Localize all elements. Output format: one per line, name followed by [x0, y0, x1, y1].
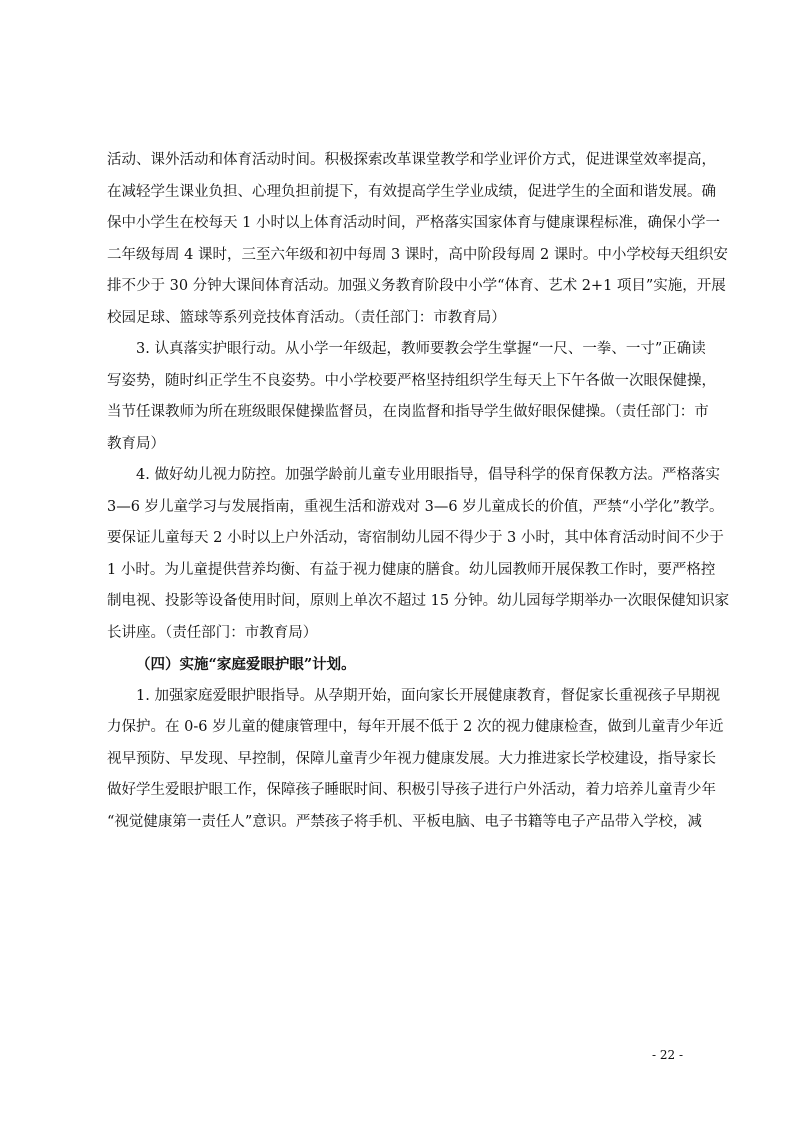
text-line: 要保证儿童每天 2 小时以上户外活动，寄宿制幼儿园不得少于 3 小时，其中体育活动时间不少于: [107, 530, 724, 546]
text-line: 活动、课外活动和体育活动时间。积极探索改革课堂教学和学业评价方式，促进课堂效率提高，: [107, 152, 716, 168]
text-line: 1 小时。为儿童提供营养均衡、有益于视力健康的膳食。幼儿园教师开展保教工作时，要严格控: [107, 561, 716, 578]
text-line: 当节任课教师为所在班级眼保健操监督员，在岗监督和指导学生做好眼保健操。（责任部门：市: [107, 404, 709, 420]
paragraph-4-first-line: 4. 做好幼儿视力防控。加强学龄前儿童专业用眼指导，倡导科学的保育保教方法。严格落实: [136, 467, 720, 483]
paragraph-3-first-line: 3. 认真落实护眼行动。从小学一年级起，教师要教会学生掌握“一尺、一拳、一寸”正确读: [136, 341, 706, 357]
text-line: 教育局）: [107, 435, 165, 452]
text-line: 二年级每周 4 课时，三至六年级和初中每周 3 课时，高中阶段每周 2 课时。中小学校每天组织安: [107, 246, 728, 263]
text-line: 制电视、投影等设备使用时间，原则上单次不超过 15 分钟。幼儿园每学期举办一次眼保健知识家: [107, 593, 730, 609]
text-line: 校园足球、篮球等系列竞技体育活动。（责任部门：市教育局）: [107, 309, 506, 326]
paragraph-1-first-line: 1. 加强家庭爱眼护眼指导。从孕期开始，面向家长开展健康教育，督促家长重视孩子早期视: [136, 687, 720, 704]
body-text: [107, 145, 730, 838]
section-heading: （四）实施“家庭爱眼护眼”计划。: [136, 656, 356, 673]
text-line: 写姿势，随时纠正学生不良姿势。中小学校要严格坚持组织学生每天上下午各做一次眼保健操，: [107, 372, 716, 389]
text-line: 力保护。在 0-6 岁儿童的健康管理中，每年开展不低于 2 次的视力健康检查，做到儿童青少年近: [107, 719, 724, 735]
text-line: 保中小学生在校每天 1 小时以上体育活动时间，严格落实国家体育与健康课程标准，确保小学一: [107, 215, 720, 231]
text-line: 在减轻学生课业负担、心理负担前提下，有效提高学生学业成绩，促进学生的全面和谐发展。确: [107, 183, 716, 200]
text-line: 做好学生爱眼护眼工作，保障孩子睡眠时间、积极引导孩子进行户外活动，着力培养儿童青少年: [107, 782, 716, 798]
text-line: 3—6 岁儿童学习与发展指南，重视生活和游戏对 3—6 岁儿童成长的价值，严禁“小学化”教学。: [107, 498, 724, 515]
text-line: 视早预防、早发现、早控制，保障儿童青少年视力健康发展。大力推进家长学校建设，指导家长: [107, 750, 716, 767]
text-line: “视觉健康第一责任人”意识。严禁孩子将手机、平板电脑、电子书籍等电子产品带入学校，减: [107, 813, 702, 830]
page-number: - 22 -: [651, 1048, 683, 1062]
text-line: 长讲座。（责任部门：市教育局）: [107, 624, 318, 641]
text-line: 排不少于 30 分钟大课间体育活动。加强义务教育阶段中小学“体育、艺术 2+1 项目”实施，开展: [107, 278, 726, 294]
